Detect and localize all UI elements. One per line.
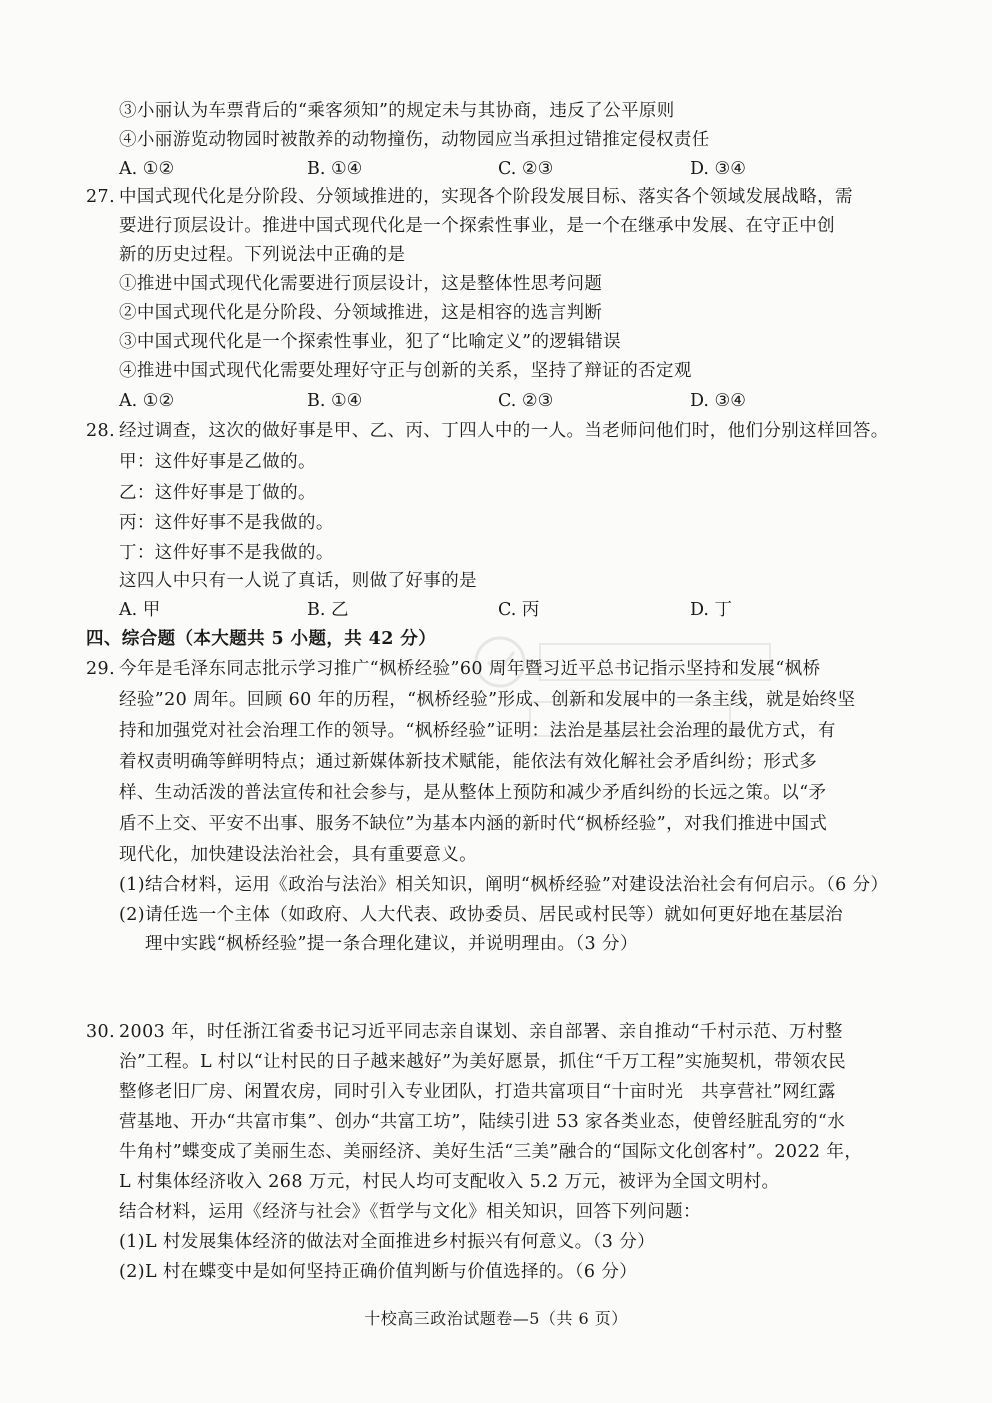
q27-stem-line: 新的历史过程。下列说法中正确的是 <box>119 245 406 265</box>
q30-material-line: 牛角村”蝶变成了美丽生态、美丽经济、美好生活“三美”融合的“国际文化创客村”。2022 年， <box>119 1142 863 1162</box>
q29-sub-question-2-cont: 理中实践“枫桥经验”提一条合理化建议，并说明理由。（3 分） <box>145 934 638 954</box>
q29-sub-question-1: (1)结合材料，运用《政治与法治》相关知识，阐明“枫桥经验”对建设法治社会有何启示。（6 分） <box>119 875 889 895</box>
q29-material-line: 持和加强党对社会治理工作的领导。“枫桥经验”证明：法治是基层社会治理的最优方式，有 <box>119 721 836 741</box>
q27-stem-line: 中国式现代化是分阶段、分领域推进的，实现各个阶段发展目标、落实各个领域发展战略，需 <box>119 187 853 207</box>
q26-option-c: C. ②③ <box>498 159 554 179</box>
q30-material-line: L 村集体经济收入 268 万元，村民人均可支配收入 5.2 万元，被评为全国文明村。 <box>119 1172 780 1192</box>
q28-answer-ding: 丁：这件好事不是我做的。 <box>119 543 334 563</box>
q27-option-b: B. ①④ <box>307 391 363 411</box>
q30-material-line: 营基地、开办“共富市集”、创办“共富工坊”，陆续引进 53 家各类业态，使曾经脏乱穷的“水 <box>119 1112 846 1132</box>
q28-option-a: A. 甲 <box>119 600 161 620</box>
q28-answer-yi: 乙：这件好事是丁做的。 <box>119 483 316 503</box>
q28-stem: 经过调查，这次的做好事是甲、乙、丙、丁四人中的一人。当老师问他们时，他们分别这样回答。 <box>119 421 889 441</box>
q29-material-line: 现代化，加快建设法治社会，具有重要意义。 <box>119 845 477 865</box>
section-heading: 四、综合题（本大题共 5 小题，共 42 分） <box>86 629 437 649</box>
q29-material-line: 今年是毛泽东同志批示学习推广“枫桥经验”60 周年暨习近平总书记指示坚持和发展“枫桥 <box>119 659 821 679</box>
q30-number: 30. <box>86 1022 116 1042</box>
q30-material-line: 2003 年，时任浙江省委书记习近平同志亲自谋划、亲自部署、亲自推动“千村示范、万村整 <box>119 1022 843 1042</box>
q26-option-d: D. ③④ <box>690 159 746 179</box>
q29-material-line: 经验”20 周年。回顾 60 年的历程，“枫桥经验”形成、创新和发展中的一条主线，就是始终坚 <box>119 690 856 710</box>
q30-instruction: 结合材料，运用《经济与社会》《哲学与文化》相关知识，回答下列问题： <box>119 1202 701 1222</box>
page-footer: 十校高三政治试题卷—5（共 6 页） <box>364 1309 628 1328</box>
q27-number: 27. <box>86 187 116 207</box>
q29-material-line: 着权责明确等鲜明特点；通过新媒体新技术赋能，能依法有效化解社会矛盾纠纷；形式多 <box>119 752 818 772</box>
q28-question: 这四人中只有一人说了真话，则做了好事的是 <box>119 571 477 591</box>
q27-item-3: ③中国式现代化是一个探索性事业，犯了“比喻定义”的逻辑错误 <box>119 332 621 352</box>
q28-option-b: B. 乙 <box>307 600 349 620</box>
q27-stem-line: 要进行顶层设计。推进中国式现代化是一个探索性事业，是一个在继承中发展、在守正中创 <box>119 216 835 236</box>
q27-option-a: A. ①② <box>119 391 175 411</box>
q26-option-a: A. ①② <box>119 159 175 179</box>
q27-item-1: ①推进中国式现代化需要进行顶层设计，这是整体性思考问题 <box>119 274 603 294</box>
q30-material-line: 治”工程。L 村以“让村民的日子越来越好”为美好愿景，抓住“千万工程”实施契机，带领农民 <box>119 1052 847 1072</box>
q28-option-d: D. 丁 <box>690 600 733 620</box>
q30-material-line: 整修老旧厂房、闲置农房，同时引入专业团队，打造共富项目“十亩时光 共享营社”网红露 <box>119 1082 836 1102</box>
q27-option-d: D. ③④ <box>690 391 746 411</box>
q27-item-4: ④推进中国式现代化需要处理好守正与创新的关系，坚持了辩证的否定观 <box>119 361 692 381</box>
q28-answer-bing: 丙：这件好事不是我做的。 <box>119 513 334 533</box>
q28-answer-jia: 甲：这件好事是乙做的。 <box>119 452 316 472</box>
q29-sub-question-2: (2)请任选一个主体（如政府、人大代表、政协委员、居民或村民等）就如何更好地在基层治 <box>119 905 844 925</box>
q30-sub-question-2: (2)L 村在蝶变中是如何坚持正确价值判断与价值选择的。（6 分） <box>119 1262 638 1282</box>
q28-option-c: C. 丙 <box>498 600 540 620</box>
q29-material-line: 样、生动活泼的普法宣传和社会参与，是从整体上预防和减少矛盾纠纷的长远之策。以“矛 <box>119 783 827 803</box>
q26-option-b: B. ①④ <box>307 159 363 179</box>
q27-option-c: C. ②③ <box>498 391 554 411</box>
q26-item-4: ④小丽游览动物园时被散养的动物撞伤，动物园应当承担过错推定侵权责任 <box>119 130 710 150</box>
q29-number: 29. <box>86 659 116 679</box>
q29-material-line: 盾不上交、平安不出事、服务不缺位”为基本内涵的新时代“枫桥经验”，对我们推进中国式 <box>119 814 828 834</box>
q27-item-2: ②中国式现代化是分阶段、分领域推进，这是相容的选言判断 <box>119 303 603 323</box>
q30-sub-question-1: (1)L 村发展集体经济的做法对全面推进乡村振兴有何意义。（3 分） <box>119 1232 656 1252</box>
q28-number: 28. <box>86 421 116 441</box>
q26-item-3: ③小丽认为车票背后的“乘客须知”的规定未与其协商，违反了公平原则 <box>119 101 675 121</box>
